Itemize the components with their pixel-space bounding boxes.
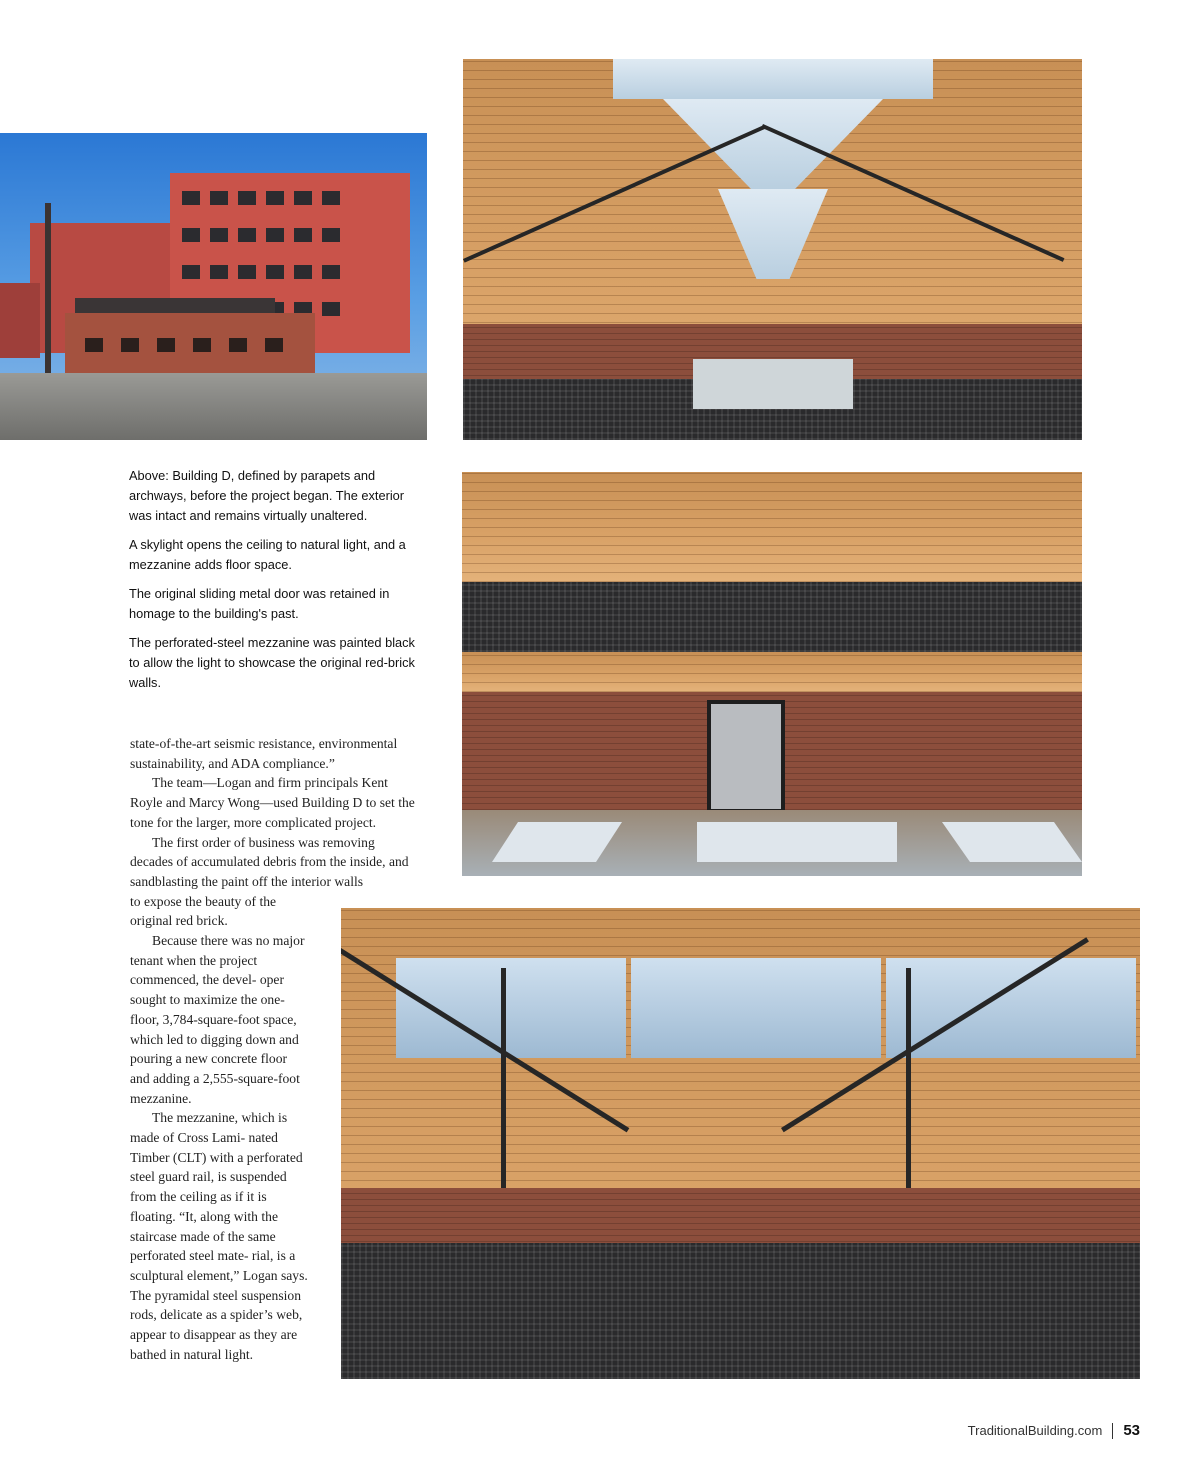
footer-site: TraditionalBuilding.com	[967, 1423, 1103, 1438]
skylight-center	[663, 99, 883, 189]
mezzanine-rail-front	[463, 409, 1082, 440]
mezzanine-rail	[462, 582, 1082, 652]
body-paragraph-4: Because there was no major tenant when the project commenced, the devel- oper sought to maximize the one-floor, 3,784-square-foot space, which led to digging down and pouring a new concrete floor and adding a 2,555-square-foot mezzanine.	[130, 933, 305, 1106]
wood-ceiling	[462, 472, 1082, 582]
brick-wall	[341, 1188, 1140, 1248]
skylight-far	[718, 189, 828, 279]
end-doorway	[693, 359, 853, 409]
caption-mezzanine: The perforated-steel mezzanine was painted black to allow the light to showcase the original red-brick walls.	[129, 635, 415, 690]
footer-divider	[1112, 1423, 1113, 1439]
body-paragraph-1: state-of-the-art seismic resistance, environmental sustainability, and ADA compliance.”	[130, 736, 398, 771]
body-paragraph-2: The team—Logan and firm principals Kent Royle and Marcy Wong—used Building D to set the tone for the larger, more complicated project.	[130, 775, 415, 830]
skylight-center	[631, 958, 881, 1058]
page-footer	[968, 1422, 1140, 1439]
caption-sliding-door: The original sliding metal door was retained in homage to the building's past.	[129, 586, 390, 621]
mezzanine-guard-rail	[341, 1243, 1140, 1379]
page-number: 53	[1123, 1422, 1140, 1439]
mezzanine-underside	[462, 652, 1082, 692]
skylight-top	[613, 59, 933, 99]
street	[0, 373, 427, 440]
body-paragraph-3a: The first order of business was removing decades of accumulated debris from the inside, and sandblasting the paint off the interior walls	[130, 834, 409, 889]
photo-mezzanine-interior	[341, 908, 1140, 1379]
photo-captions	[129, 466, 429, 702]
photo-sliding-door-interior	[462, 472, 1082, 876]
caption-skylight: A skylight opens the ceiling to natural light, and a mezzanine adds floor space.	[129, 537, 406, 572]
body-paragraph-3b: to expose the beauty of the original red brick.	[130, 893, 277, 929]
sliding-metal-door	[707, 700, 785, 813]
caption-exterior: Above: Building D, defined by parapets and archways, before the project began. The exterior was intact and remains virtually unaltered.	[129, 468, 405, 523]
photo-skylight-interior	[463, 59, 1082, 440]
article-body	[130, 734, 420, 1365]
photo-building-exterior	[0, 133, 427, 440]
body-paragraph-5: The mezzanine, which is made of Cross Lami- nated Timber (CLT) with a perforated steel guard rail, is suspended from the ceiling as if it is floating. “It, along with the staircase made of the same perforated steel mate- rial, is a sculptural element,” Logan says. The pyramidal steel suspension rods, delicate as a spider’s web, appear to disappear as they are bathed in natural light.	[130, 1110, 308, 1362]
utility-pole	[45, 203, 51, 378]
light-patch-2	[697, 822, 897, 862]
building-left-facade	[0, 283, 40, 358]
